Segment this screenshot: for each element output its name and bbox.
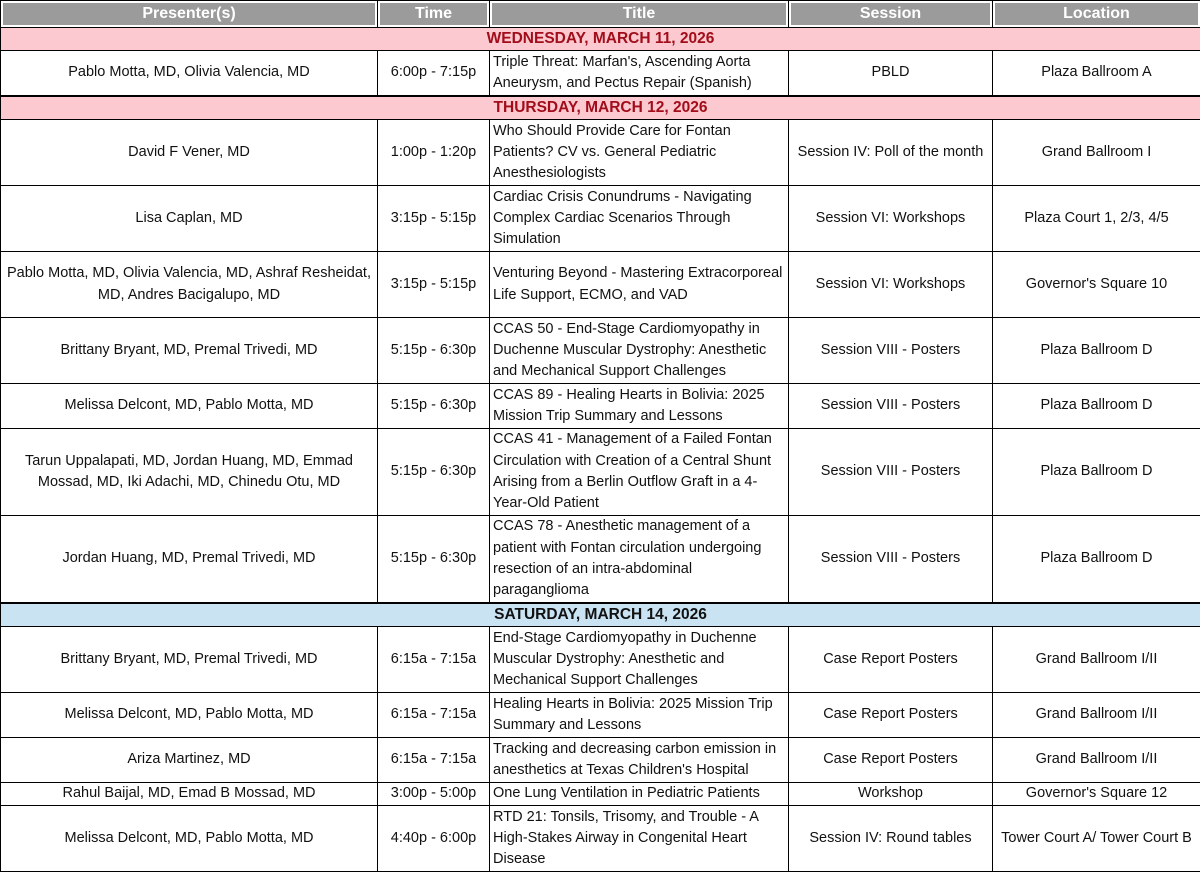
header-title: Title bbox=[490, 1, 789, 28]
title-cell: One Lung Ventilation in Pediatric Patients bbox=[490, 783, 789, 806]
location-cell: Plaza Ballroom D bbox=[993, 429, 1200, 516]
title-cell: CCAS 50 - End-Stage Cardiomyopathy in Duchenne Muscular Dystrophy: Anesthetic and Mechanical Support Challenges bbox=[490, 318, 789, 384]
table-row bbox=[1, 120, 1200, 186]
time-cell: 6:15a - 7:15a bbox=[378, 738, 490, 783]
day-row bbox=[1, 96, 1200, 120]
table-row bbox=[1, 51, 1200, 97]
location-cell: Grand Ballroom I bbox=[993, 120, 1200, 186]
presenters-cell: Jordan Huang, MD, Premal Trivedi, MD bbox=[1, 516, 378, 604]
title-cell: Triple Threat: Marfan's, Ascending Aorta Aneurysm, and Pectus Repair (Spanish) bbox=[490, 51, 789, 97]
presenters-cell: Melissa Delcont, MD, Pablo Motta, MD bbox=[1, 693, 378, 738]
time-cell: 6:00p - 7:15p bbox=[378, 51, 490, 97]
location-cell: Tower Court A/ Tower Court B bbox=[993, 806, 1200, 872]
table-row bbox=[1, 693, 1200, 738]
location-cell: Plaza Ballroom D bbox=[993, 384, 1200, 429]
location-cell: Plaza Ballroom A bbox=[993, 51, 1200, 97]
session-cell: PBLD bbox=[789, 51, 993, 97]
location-cell: Grand Ballroom I/II bbox=[993, 627, 1200, 693]
table-row bbox=[1, 186, 1200, 252]
time-cell: 5:15p - 6:30p bbox=[378, 429, 490, 516]
presenters-cell: Brittany Bryant, MD, Premal Trivedi, MD bbox=[1, 318, 378, 384]
session-cell: Session VIII - Posters bbox=[789, 429, 993, 516]
table-row bbox=[1, 318, 1200, 384]
time-cell: 3:00p - 5:00p bbox=[378, 783, 490, 806]
session-cell: Session VI: Workshops bbox=[789, 186, 993, 252]
header-row bbox=[1, 1, 1200, 28]
location-cell: Grand Ballroom I/II bbox=[993, 693, 1200, 738]
title-cell: CCAS 41 - Management of a Failed Fontan Circulation with Creation of a Central Shunt Arising from a Berlin Outflow Graft in a 4-Year-Old Patient bbox=[490, 429, 789, 516]
location-cell: Plaza Ballroom D bbox=[993, 516, 1200, 604]
title-cell: Who Should Provide Care for Fontan Patients? CV vs. General Pediatric Anesthesiologists bbox=[490, 120, 789, 186]
table-row bbox=[1, 806, 1200, 872]
presenters-cell: Lisa Caplan, MD bbox=[1, 186, 378, 252]
table-header bbox=[1, 1, 1200, 28]
session-cell: Case Report Posters bbox=[789, 693, 993, 738]
time-cell: 5:15p - 6:30p bbox=[378, 318, 490, 384]
title-cell: Healing Hearts in Bolivia: 2025 Mission Trip Summary and Lessons bbox=[490, 693, 789, 738]
day-heading: WEDNESDAY, MARCH 11, 2026 bbox=[1, 28, 1200, 51]
location-cell: Plaza Court 1, 2/3, 4/5 bbox=[993, 186, 1200, 252]
day-heading: THURSDAY, MARCH 12, 2026 bbox=[1, 96, 1200, 120]
table-row bbox=[1, 252, 1200, 318]
title-cell: RTD 21: Tonsils, Trisomy, and Trouble - A High-Stakes Airway in Congenital Heart Disease bbox=[490, 806, 789, 872]
time-cell: 4:40p - 6:00p bbox=[378, 806, 490, 872]
title-cell: End-Stage Cardiomyopathy in Duchenne Muscular Dystrophy: Anesthetic and Mechanical Support Challenges bbox=[490, 627, 789, 693]
time-cell: 6:15a - 7:15a bbox=[378, 627, 490, 693]
session-cell: Session VI: Workshops bbox=[789, 252, 993, 318]
presenters-cell: Melissa Delcont, MD, Pablo Motta, MD bbox=[1, 806, 378, 872]
time-cell: 6:15a - 7:15a bbox=[378, 693, 490, 738]
session-cell: Session IV: Round tables bbox=[789, 806, 993, 872]
header-presenters: Presenter(s) bbox=[1, 1, 378, 28]
presenters-cell: Ariza Martinez, MD bbox=[1, 738, 378, 783]
location-cell: Governor's Square 12 bbox=[993, 783, 1200, 806]
session-cell: Session VIII - Posters bbox=[789, 318, 993, 384]
presenters-cell: Brittany Bryant, MD, Premal Trivedi, MD bbox=[1, 627, 378, 693]
day-heading: SATURDAY, MARCH 14, 2026 bbox=[1, 603, 1200, 627]
title-cell: Cardiac Crisis Conundrums - Navigating Complex Cardiac Scenarios Through Simulation bbox=[490, 186, 789, 252]
table-row bbox=[1, 738, 1200, 783]
session-cell: Session VIII - Posters bbox=[789, 384, 993, 429]
presenters-cell: Melissa Delcont, MD, Pablo Motta, MD bbox=[1, 384, 378, 429]
time-cell: 1:00p - 1:20p bbox=[378, 120, 490, 186]
table-row bbox=[1, 627, 1200, 693]
table-row bbox=[1, 429, 1200, 516]
location-cell: Governor's Square 10 bbox=[993, 252, 1200, 318]
location-cell: Plaza Ballroom D bbox=[993, 318, 1200, 384]
header-location: Location bbox=[993, 1, 1200, 28]
presenters-cell: David F Vener, MD bbox=[1, 120, 378, 186]
day-row bbox=[1, 603, 1200, 627]
day-row bbox=[1, 28, 1200, 51]
time-cell: 5:15p - 6:30p bbox=[378, 384, 490, 429]
session-cell: Session IV: Poll of the month bbox=[789, 120, 993, 186]
table-row bbox=[1, 516, 1200, 604]
title-cell: Venturing Beyond - Mastering Extracorporeal Life Support, ECMO, and VAD bbox=[490, 252, 789, 318]
table-row bbox=[1, 783, 1200, 806]
session-cell: Case Report Posters bbox=[789, 627, 993, 693]
schedule-body bbox=[1, 28, 1200, 872]
header-time: Time bbox=[378, 1, 490, 28]
header-session: Session bbox=[789, 1, 993, 28]
table-row bbox=[1, 384, 1200, 429]
presenters-cell: Tarun Uppalapati, MD, Jordan Huang, MD, Emmad Mossad, MD, Iki Adachi, MD, Chinedu Otu, MD bbox=[1, 429, 378, 516]
presenters-cell: Pablo Motta, MD, Olivia Valencia, MD bbox=[1, 51, 378, 97]
session-cell: Workshop bbox=[789, 783, 993, 806]
session-cell: Case Report Posters bbox=[789, 738, 993, 783]
title-cell: Tracking and decreasing carbon emission in anesthetics at Texas Children's Hospital bbox=[490, 738, 789, 783]
title-cell: CCAS 78 - Anesthetic management of a patient with Fontan circulation undergoing resection of an intra-abdominal paraganglioma bbox=[490, 516, 789, 604]
title-cell: CCAS 89 - Healing Hearts in Bolivia: 2025 Mission Trip Summary and Lessons bbox=[490, 384, 789, 429]
time-cell: 5:15p - 6:30p bbox=[378, 516, 490, 604]
presenters-cell: Pablo Motta, MD, Olivia Valencia, MD, Ashraf Resheidat, MD, Andres Bacigalupo, MD bbox=[1, 252, 378, 318]
time-cell: 3:15p - 5:15p bbox=[378, 186, 490, 252]
location-cell: Grand Ballroom I/II bbox=[993, 738, 1200, 783]
presenters-cell: Rahul Baijal, MD, Emad B Mossad, MD bbox=[1, 783, 378, 806]
session-cell: Session VIII - Posters bbox=[789, 516, 993, 604]
time-cell: 3:15p - 5:15p bbox=[378, 252, 490, 318]
